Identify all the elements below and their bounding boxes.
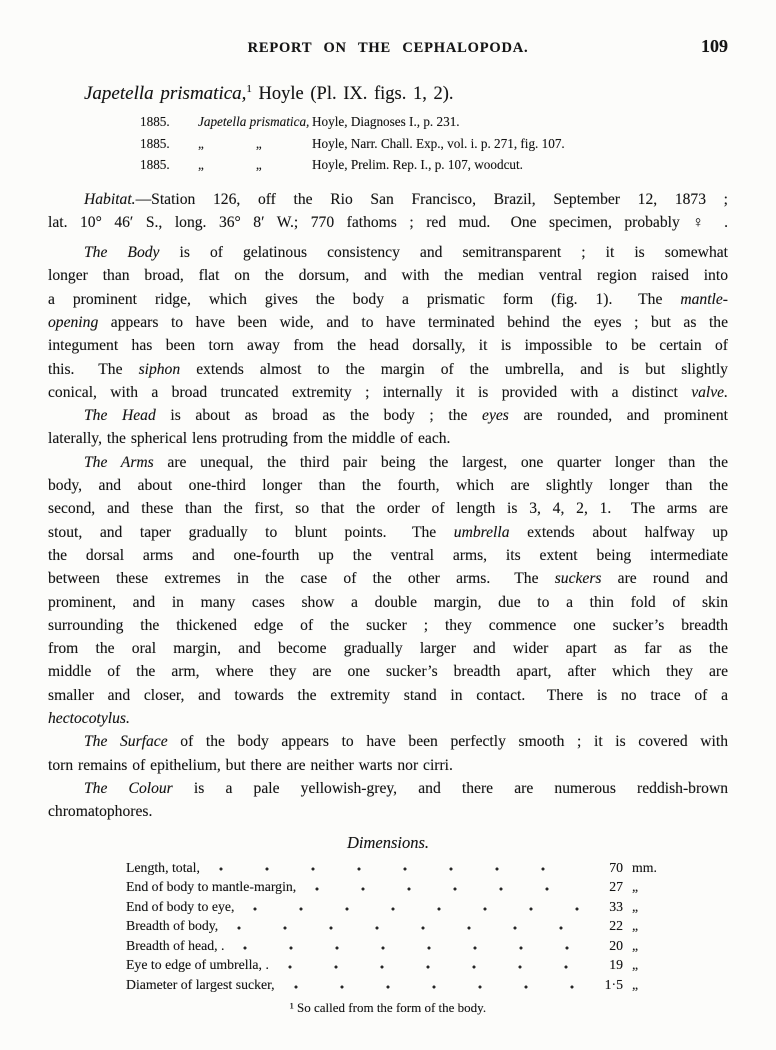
dimension-value: 33 bbox=[609, 898, 623, 914]
italic-text: The Arms bbox=[84, 453, 154, 471]
text-segment: of the body appears to have been perfectly smooth ; it is covered with bbox=[167, 733, 728, 751]
text-segment: integument has been torn away from the head dorsally, it is impossible to be certain of bbox=[48, 337, 728, 355]
dimension-row bbox=[126, 860, 674, 880]
text-line bbox=[48, 358, 728, 381]
italic-text: opening bbox=[48, 313, 99, 331]
text-segment: conical, with a broad truncated extremity ; internally it is provided with a distinct bbox=[48, 383, 692, 401]
text-line bbox=[48, 188, 728, 211]
species-name: Japetella prismatica, bbox=[198, 114, 310, 129]
text-segment: middle of the arm, where they are one sucker’s breadth apart, after which they are bbox=[48, 663, 728, 681]
text-line bbox=[48, 567, 728, 590]
text-segment: are rounded, and prominent bbox=[508, 407, 728, 425]
text-segment: appears to have been wide, and to have terminated behind the eyes ; but as the bbox=[98, 313, 728, 331]
text-segment: is about as broad as the body ; the bbox=[155, 407, 483, 425]
dot-leader bbox=[236, 945, 583, 951]
text-line bbox=[48, 311, 728, 334]
text-segment: smaller and closer, and towards the extremity stand in contact. There is no trace of a bbox=[48, 686, 728, 704]
synonymy-row bbox=[140, 136, 728, 158]
text-line bbox=[48, 334, 728, 357]
text-segment: are unequal, the third pair being the largest, one quarter longer than the bbox=[153, 453, 728, 471]
synonymy-reference: Hoyle, Prelim. Rep. I., p. 107, woodcut. bbox=[312, 157, 523, 172]
text-segment: from the oral margin, and become gradually larger and wider apart as far as the bbox=[48, 640, 728, 658]
synonymy-list bbox=[140, 114, 728, 179]
text-segment: laterally, the spherical lens protruding from the middle of each. bbox=[48, 430, 451, 448]
text-line bbox=[48, 684, 728, 707]
text-line bbox=[48, 521, 728, 544]
page-number: 109 bbox=[701, 36, 728, 56]
text-segment: extends about halfway up bbox=[509, 523, 728, 541]
text-line bbox=[48, 427, 728, 450]
dimension-value: 27 bbox=[609, 879, 623, 895]
dimension-unit: mm. bbox=[632, 859, 657, 875]
dimensions-table bbox=[126, 860, 674, 997]
paragraph-colour bbox=[48, 777, 728, 824]
text-line bbox=[48, 800, 728, 823]
paragraph-body bbox=[48, 241, 728, 404]
italic-text: The Surface bbox=[84, 733, 168, 751]
dimension-label: Length, total, bbox=[126, 859, 200, 875]
dimension-value: 70 bbox=[609, 859, 623, 875]
text-line bbox=[48, 404, 728, 427]
text-segment: this. The bbox=[48, 360, 139, 378]
dot-leader bbox=[287, 984, 583, 990]
text-line bbox=[48, 754, 728, 777]
text-segment: extends almost to the margin of the umbrella, and is but slightly bbox=[180, 360, 728, 378]
dimension-row bbox=[126, 879, 674, 899]
dimension-unit: „ bbox=[632, 898, 639, 914]
ditto-mark: „ bbox=[255, 135, 262, 151]
text-line bbox=[48, 707, 728, 730]
italic-text: The Body bbox=[84, 244, 160, 262]
text-segment: is a pale yellowish-grey, and there are numerous reddish-brown bbox=[172, 779, 729, 797]
dimension-unit: „ bbox=[632, 918, 639, 934]
text-line bbox=[48, 614, 728, 637]
text-line bbox=[48, 211, 728, 234]
italic-text: The Colour bbox=[84, 779, 173, 797]
paragraph-head bbox=[48, 404, 728, 451]
text-line bbox=[48, 264, 728, 287]
text-segment: surrounding the thickened edge of the sucker ; they commence one sucker’s breadth bbox=[48, 616, 728, 634]
text-line bbox=[48, 241, 728, 264]
text-line bbox=[48, 591, 728, 614]
text-line bbox=[48, 660, 728, 683]
italic-text: Japetella prismatica, bbox=[84, 83, 247, 104]
dot-leader bbox=[308, 886, 583, 892]
text-line bbox=[48, 381, 728, 404]
dimension-value: 1·5 bbox=[604, 977, 623, 993]
text-segment: body, and about one-third longer than the fourth, which are slightly longer than the bbox=[48, 477, 728, 495]
ditto-mark: „ bbox=[198, 157, 204, 172]
text-segment: torn remains of epithelium, but there are neither warts nor cirri. bbox=[48, 756, 453, 774]
dimension-label: End of body to mantle-margin, bbox=[126, 879, 297, 895]
ditto-mark: „ bbox=[255, 157, 262, 172]
text-line bbox=[48, 451, 728, 474]
text-segment: stout, and taper gradually to blunt points. The bbox=[48, 523, 454, 541]
italic-text: siphon bbox=[138, 360, 181, 378]
dimension-label: Diameter of largest sucker, bbox=[126, 977, 275, 993]
species-title bbox=[48, 83, 728, 105]
text-segment: 1 bbox=[246, 82, 252, 95]
dimension-row bbox=[126, 938, 674, 958]
italic-text: valve. bbox=[691, 383, 728, 401]
synonymy-reference: Hoyle, Narr. Chall. Exp., vol. i. p. 271, fig. 107. bbox=[312, 135, 565, 151]
text-segment: a prominent ridge, which gives the body a prismatic form (fig. 1). The bbox=[48, 290, 681, 308]
dimension-unit: „ bbox=[632, 957, 639, 973]
synonymy-year: 1885. bbox=[140, 114, 170, 129]
body-text bbox=[48, 188, 728, 824]
paragraph-habitat bbox=[48, 188, 728, 235]
dimension-row bbox=[126, 918, 674, 938]
dot-leader bbox=[281, 964, 583, 970]
italic-text: eyes bbox=[482, 407, 509, 425]
page-header bbox=[48, 38, 728, 60]
text-segment: are round and bbox=[601, 570, 728, 588]
synonymy-name bbox=[198, 157, 312, 173]
dot-leader bbox=[230, 925, 583, 931]
synonymy-reference: Hoyle, Diagnoses I., p. 231. bbox=[312, 114, 460, 129]
dimension-unit: „ bbox=[632, 937, 639, 953]
italic-text: suckers bbox=[554, 570, 602, 588]
text-segment: between these extremes in the case of the other arms. The bbox=[48, 570, 555, 588]
dimension-label: End of body to eye, bbox=[126, 898, 235, 914]
synonymy-year: 1885. bbox=[140, 157, 170, 172]
ditto-mark: „ bbox=[198, 135, 204, 151]
synonymy-name bbox=[198, 136, 312, 152]
text-line bbox=[48, 730, 728, 753]
running-title: REPORT ON THE CEPHALOPODA. bbox=[247, 40, 529, 56]
synonymy-row bbox=[140, 157, 728, 179]
paragraph-arms bbox=[48, 451, 728, 731]
dimension-unit: „ bbox=[632, 879, 639, 895]
italic-text: The Head bbox=[84, 407, 156, 425]
italic-text: mantle- bbox=[680, 290, 728, 308]
dimension-row bbox=[126, 977, 674, 997]
text-segment: Hoyle (Pl. IX. figs. 1, 2). bbox=[251, 84, 454, 104]
text-line bbox=[48, 288, 728, 311]
text-segment: —Station 126, off the Rio San Francisco, Brazil, September 12, 1873 ; bbox=[135, 190, 728, 208]
dimension-row bbox=[126, 899, 674, 919]
text-line bbox=[48, 474, 728, 497]
dimensions-heading: Dimensions. bbox=[346, 832, 430, 852]
text-line bbox=[48, 637, 728, 660]
text-line bbox=[48, 544, 728, 567]
text-segment: the dorsal arms and one-fourth up the ventral arms, its extent being intermediate bbox=[48, 546, 728, 564]
text-segment: is of gelatinous consistency and semitransparent ; it is somewhat bbox=[159, 244, 728, 262]
synonymy-year: 1885. bbox=[140, 135, 170, 151]
text-line bbox=[48, 777, 728, 800]
italic-text: umbrella bbox=[453, 523, 510, 541]
dot-leader bbox=[212, 866, 583, 872]
footnote: ¹ So called from the form of the body. bbox=[289, 999, 487, 1015]
dimension-unit: „ bbox=[632, 977, 639, 993]
dimension-row bbox=[126, 957, 674, 977]
text-segment: longer than broad, flat on the dorsum, and with the median ventral region raised into bbox=[48, 267, 728, 285]
text-segment: prominent, and in many cases show a double margin, due to a thin fold of skin bbox=[48, 593, 728, 611]
synonymy-row bbox=[140, 114, 728, 136]
paragraph-surface bbox=[48, 730, 728, 777]
text-line bbox=[48, 497, 728, 520]
italic-text: Habitat. bbox=[84, 190, 136, 208]
dimension-label: Eye to edge of umbrella, . bbox=[126, 957, 269, 973]
dimension-label: Breadth of head, . bbox=[126, 937, 225, 953]
text-segment: lat. 10° 46′ S., long. 36° 8′ W.; 770 fathoms ; red mud. One specimen, probably ♀ . bbox=[48, 213, 728, 231]
italic-text: hectocotylus. bbox=[48, 710, 130, 728]
synonymy-name bbox=[198, 114, 312, 130]
dimension-value: 19 bbox=[609, 957, 623, 973]
dimension-label: Breadth of body, bbox=[126, 918, 219, 934]
dimension-value: 20 bbox=[609, 937, 623, 953]
dot-leader bbox=[246, 906, 583, 912]
text-segment: chromatophores. bbox=[48, 803, 153, 821]
text-segment: second, and these than the first, so that the order of length is 3, 4, 2, 1. The arms are bbox=[48, 500, 728, 518]
dimension-value: 22 bbox=[609, 918, 623, 934]
